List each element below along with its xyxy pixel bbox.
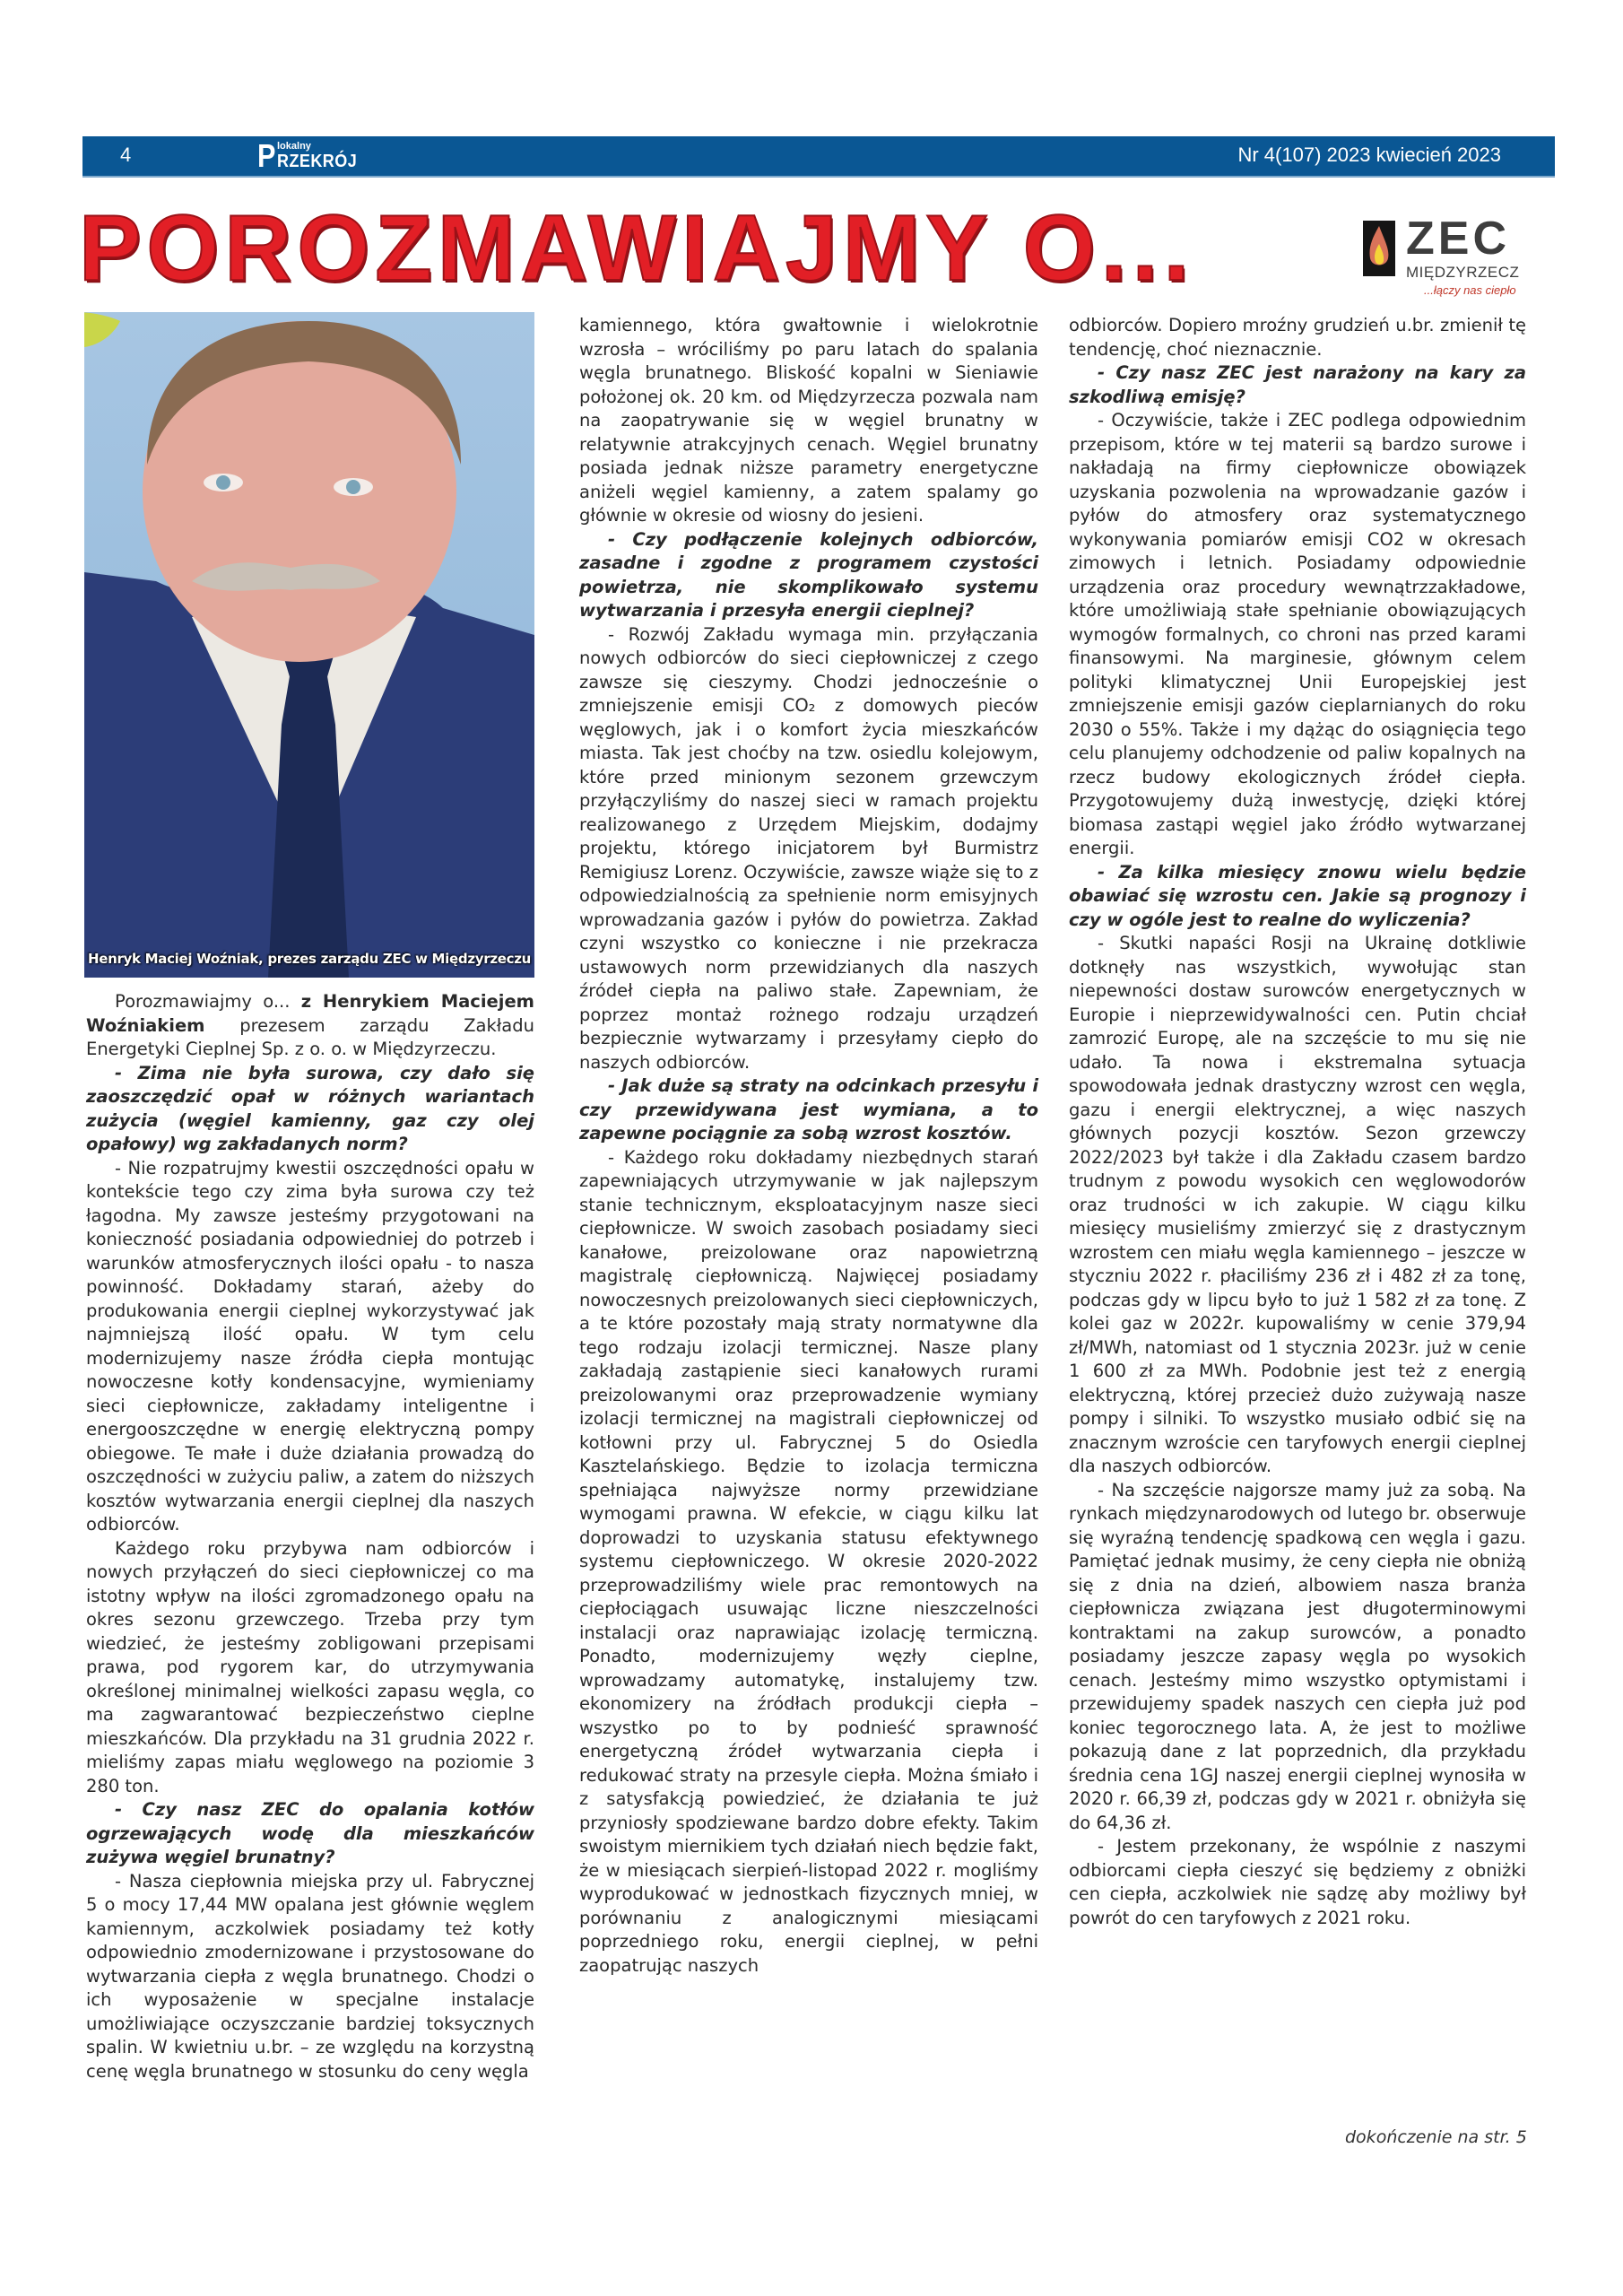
interview-answer: - Rozwój Zakładu wymaga min. przyłączania nowych odbiorców do sieci ciepłowniczej z czego zawsze się cieszymy. Chodzi jednocześnie o zmniejszenie emisji CO₂ z domowych pieców węglowych, jak i o komfort życia mieszkańców miasta. Tak jest choćby na tzw. osiedlu kolejowym, które przed minionym sezonem grzewczym przyłączyliśmy do naszej sieci w ramach projektu realizowanego z Urzędem Miejskim, dodajmy projektu, którego inicjatorem był Burmistrz Remigiusz Lorenz. Oczywiście, zawsze wiąże się to z odpowiedzialnością za spełnienie norm emisyjnych wprowadzania gazów i pyłów do powietrza. Zakład czyni wszystko co konieczne i nie przekracza ustawowych norm przewidzianych dla naszych źródeł ciepła na paliwo stałe. Zapewniam, że poprzez montaż rożnego rodzaju urządzeń bezpiecznie wytwarzamy i przesyłamy ciepło do naszych odbiorców.: [579, 623, 1038, 1073]
interview-answer: - Skutki napaści Rosji na Ukrainę dotkliwie dotknęły nas wszystkich, wywołując stan niepewności dostaw surowców energetycznych w Europie i nieprzewidywalności cen. Putin chciał zamrozić Europę, ale na szczęście to mu się nie udało. Ta nowa i ekstremalna sytuacja spowodowała jednak drastyczny wzrost cen węgla, gazu i energii elektrycznej, a więc naszych głównych pozycji kosztów. Sezon grzewczy 2022/2023 był także i dla Zakładu czasem bardzo trudnym z powodu wysokich cen węglowodorów oraz trudności w ich zakupie. W ciągu kilku miesięcy musieliśmy zmierzyć się z drastycznym wzrostem cen miału węgla kamiennego – jeszcze w styczniu 2022 r. płaciliśmy 236 zł i 482 zł za tonę, podczas gdy w lipcu było to już 1 582 zł za tonę. Z kolei gaz w 2022r. kupowaliśmy w cenie 379,94 zł/MWh, natomiast od 1 stycznia 2023r. już w cenie 1 600 zł za MWh. Podobnie jest też z energią elektryczną, której przecież dużo zużywają nasze pompy i silniki. To wszystko musiało odbić się na znacznym wzroście cen taryfowych energii cieplnej dla naszych odbiorców.: [1069, 933, 1526, 1476]
interview-answer: - Nasza ciepłownia miejska przy ul. Fabrycznej 5 o mocy 17,44 MW opalana jest głównie węglem kamiennym, aczkolwiek posiadamy też kotły odpowiednio zmodernizowane i przystosowane do wytwarzania ciepła z węgla brunatnego. Chodzi o ich wyposażenie w specjalne instalacje umożliwiające oczyszczanie bardziej toksycznych spalin. W kwietniu u.br. – ze względu na korzystną cenę węgla brunatnego w stosunku do ceny węgla: [86, 1870, 534, 2082]
photo-caption: Henryk Maciej Woźniak, prezes zarządu ZEC w Międzyrzeczu: [87, 951, 532, 967]
continuation-note: dokończenie na str. 5: [1345, 2127, 1527, 2147]
zec-logo: [1363, 213, 1542, 303]
continued-paragraph: odbiorców. Dopiero mroźny grudzień u.br. zmienił tę tendencję, choć nieznacznie.: [1069, 315, 1526, 360]
intro-suffix: prezesem zarządu Zakładu Energetyki Cieplnej Sp. z o. o. w Międzyrzeczu.: [86, 1014, 534, 1059]
interviewee-name: z Henrykiem Maciejem Woźniakiem: [86, 991, 534, 1036]
article-column-1: [86, 990, 534, 2083]
issue-info: Nr 4(107) 2023 kwiecień 2023: [1237, 144, 1501, 166]
article-column-3: [1069, 314, 1526, 1930]
masthead-subtitle: lokalny: [277, 141, 311, 152]
intro-paragraph: [86, 990, 534, 1062]
interview-answer: - Nie rozpatrujmy kwestii oszczędności opału w kontekście tego czy zima była surowa czy też łagodna. My zawsze jesteśmy przygotowani na konieczność posiadania odpowiedniej do potrzeb i warunków atmosferycznych ilości opału - to nasza powinność. Dokładamy starań, ażeby do produkowania energii cieplnej wykorzystywać jak najmniejszą ilość opału. W tym celu modernizujemy nasze źródła ciepła montując nowoczesne kotły kondensacyjne, wymieniamy sieci ciepłownicze, zakładamy inteligentne i energooszczędne w energię elektryczną pompy obiegowe. Te małe i duże działania prowadzą do oszczędności w zużyciu paliw, a zatem do niższych kosztów wytwarzania energii cieplnej dla naszych odbiorców.: [86, 1157, 534, 1535]
logo-city: MIĘDZYRZECZ: [1406, 264, 1520, 281]
interview-question: - Zima nie była surowa, czy dało się zaoszczędzić opał w różnych wariantach zużycia (węgiel kamienny, gaz czy olej opałowy) wg zakładanych norm?: [86, 1062, 534, 1154]
interview-question: - Za kilka miesięcy znowu wielu będzie obawiać się wzrostu cen. Jakie są prognozy i czy w ogóle jest to realne do wyliczenia?: [1069, 861, 1526, 930]
portrait-photo: [84, 312, 534, 978]
interview-question: - Czy nasz ZEC jest narażony na kary za szkodliwą emisję?: [1069, 362, 1526, 407]
interview-answer: - Na szczęście najgorsze mamy już za sobą. Na rynkach międzynarodowych od lutego br. obserwuje się wyraźną tendencję spadkową cen węgla i gazu. Pamiętać jednak musimy, że ceny ciepła nie obniżą się z dnia na dzień, albowiem nasza branża ciepłownicza związana jest długoterminowymi kontraktami na zakup surowców, a ponadto posiadamy jeszcze zapasy węgla po wysokich cenach. Jesteśmy mimo wszystko optymistami i przewidujemy spadek naszych cen ciepła już pod koniec tegorocznego lata. A, że jest to możliwe pokazują dane z lat poprzednich, dla przykładu średnia cena 1GJ naszej energii cieplnej wynosiła w 2020 r. 66,39 zł, podczas gdy w 2021 r. obniżyła się do 64,36 zł.: [1069, 1479, 1526, 1833]
masthead-title: RZEKRÓJ: [277, 152, 358, 171]
interview-answer: - Jestem przekonany, że wspólnie z naszymi odbiorcami ciepła cieszyć się będziemy z obniżki cen ciepła, aczkolwiek nie sądzę aby możliwy był powrót do cen taryfowych z 2021 roku.: [1069, 1836, 1526, 1928]
interview-answer: - Oczywiście, także i ZEC podlega odpowiednim przepisom, które w tej materii są bardzo surowe i nakładają na firmy ciepłownicze obowiązek uzyskania pozwolenia na wprowadzanie gazów i pyłów do atmosfery oraz systematycznego wykonywania pomiarów emisji CO2 w okresach zimowych i letnich. Posiadamy odpowiednie urządzenia oraz procedury wewnątrzzakładowe, które umożliwiają stałe spełnianie obowiązujących wymogów formalnych, co chroni nas przed karami finansowymi. Na marginesie, głównym celem polityki klimatycznej Unii Europejskiej jest zmniejszenie emisji gazów cieplarnianych do roku 2030 o 55%. Także i my dążąc do osiągnięcia tego celu planujemy odchodzenie od paliw kopalnych na rzecz budowy ekologicznych źródeł ciepła. Przygotowujemy dużą inwestycję, dzięki której biomasa zastąpi węgiel jako źródło wytwarzanej energii.: [1069, 410, 1526, 858]
logo-tagline: ...łączy nas ciepło: [1424, 283, 1516, 297]
article-headline: POROZMAWIAJMY O...: [79, 196, 1195, 300]
header-bar: [82, 136, 1555, 178]
masthead-logo: [257, 137, 358, 174]
interview-answer: - Każdego roku dokładamy niezbędnych starań zapewniających utrzymywanie w jak najlepszym stanie technicznym, eksploatacyjnym nasze sieci ciepłownicze. W swoich zasobach posiadamy sieci kanałowe, preizolowane oraz napowietrzną magistralę ciepłowniczą. Najwięcej posiadamy nowoczesnych preizolowanych sieci ciepłowniczych, a te które pozostały mają straty normatywne dla tego rodzaju izolacji termicznej. Nasze plany zakładają zastąpienie sieci kanałowych rurami preizolowanymi oraz przeprowadzenie wymiany izolacji termicznej na magistrali ciepłowniczej od kotłowni przy ul. Fabrycznej 5 do Osiedla Kasztelańskiego. Będzie to izolacja termiczna spełniająca najwyższe normy przewidziane wymogami prawna. W efekcie, w ciągu kilku lat doprowadzi to uzyskania statusu efektywnego systemu ciepłowniczego. W okresie 2020-2022 przeprowadziliśmy wiele prac remontowych na ciepłociągach usuwając liczne nieszczelności instalacji oraz naprawiając izolację termiczną. Ponadto, modernizujemy węzły cieplne, wprowadzamy automatykę, instalujemy tzw. ekonomizery na źródłach produkcji ciepła – wszystko po to by podnieść sprawność energetyczną źródeł wytwarzania ciepła i redukować straty na przesyle ciepła. Można śmiało i z satysfakcją powiedzieć, że działania te już przyniosły spodziewane bardzo dobre efekty. Takim swoistym miernikiem tych działań niech będzie fakt, że w miesiącach sierpień-listopad 2022 r. mogliśmy wyprodukować w jednostkach fizycznych mniej, w porównaniu z analogicznymi miesiącami poprzedniego roku, energii cieplnej, w pełni zaopatrując naszych: [579, 1146, 1038, 1976]
logo-name: ZEC: [1406, 213, 1510, 265]
flame-icon: [1363, 221, 1395, 276]
interview-question: - Czy podłączenie kolejnych odbiorców, zasadne i zgodne z programem czystości powietrza, nie skomplikowało systemu wytwarzania i przesyła energii cieplnej?: [579, 528, 1038, 621]
interview-question: - Czy nasz ZEC do opalania kotłów ogrzewających wodę dla mieszkańców zużywa węgiel brunatny?: [86, 1799, 534, 1867]
page-number: 4: [120, 144, 132, 166]
article-column-2: [579, 314, 1038, 1978]
portrait-illustration: [84, 312, 534, 978]
intro-prefix: Porozmawiajmy o...: [115, 991, 301, 1012]
masthead-initial: P: [257, 137, 275, 174]
interview-answer: Każdego roku przybywa nam odbiorców i nowych przyłączeń do sieci ciepłowniczej co ma istotny wpływ na ilości zgromadzonego opału na okres sezonu grzewczego. Trzeba przy tym wiedzieć, że jesteśmy zobligowani przepisami prawa, pod rygorem kar, do utrzymywania określonej minimalnej wielkości zapasu węgla, co ma zagwarantować bezpieczeństwo cieplne mieszkańców. Dla przykładu na 31 grudnia 2022 r. mieliśmy zapas miału węglowego na poziomie 3 280 ton.: [86, 1537, 534, 1796]
continued-paragraph: kamiennego, która gwałtownie i wielokrotnie wzrosła – wróciliśmy po paru latach do spalania węgla brunatnego. Bliskość kopalni w Sieniawie położonej ok. 20 km. od Międzyrzecza pozwala nam na zaopatrywanie się w węgiel brunatny w relatywnie atrakcyjnych cenach. Węgiel brunatny posiada jednak niższe parametry energetyczne aniżeli węgiel kamienny, a zatem spalamy go głównie w okresie od wiosny do jesieni.: [579, 315, 1038, 526]
interview-question: - Jak duże są straty na odcinkach przesyłu i czy przewidywana jest wymiana, a to zapewne pociągnie za sobą wzrost kosztów.: [579, 1075, 1038, 1144]
